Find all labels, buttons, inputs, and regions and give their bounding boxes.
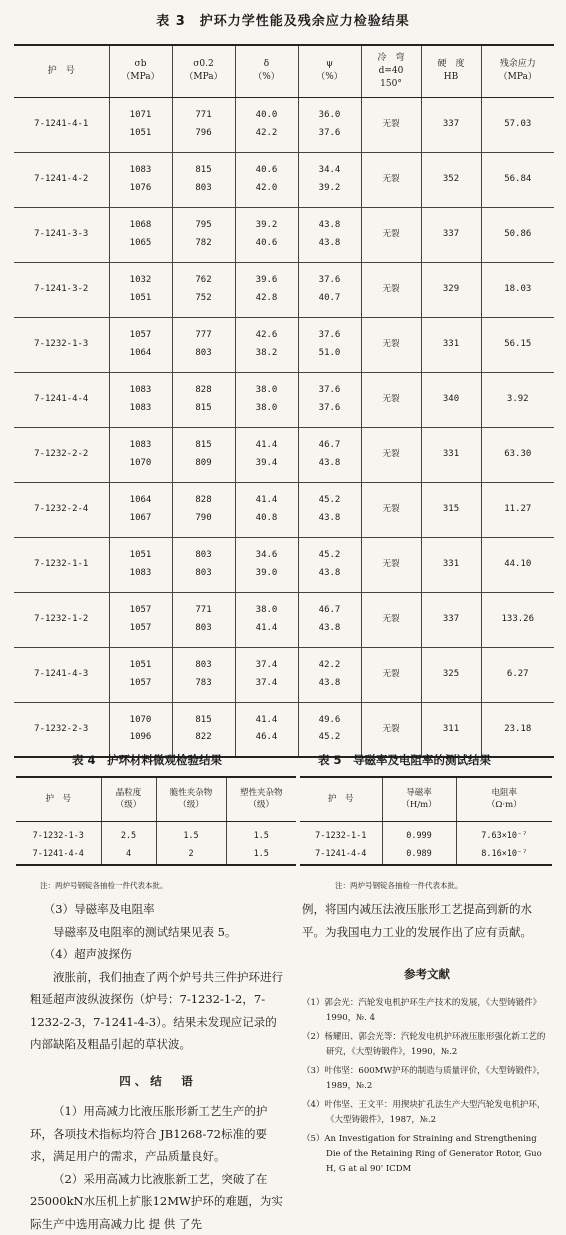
table3-value: 37.6 <box>299 327 361 344</box>
hardness-cell: 331 <box>421 537 481 592</box>
table3-value: 37.6 <box>299 125 361 142</box>
table4-row <box>16 821 296 843</box>
table3-value: 46.7 <box>299 437 361 454</box>
table3-value-cell <box>109 592 172 647</box>
table3-value-cell <box>172 152 235 207</box>
table3-value: 828 <box>173 492 235 509</box>
table3-value: 762 <box>173 272 235 289</box>
table3-value-cell <box>109 702 172 757</box>
cold-bend-cell: 无裂 <box>361 427 421 482</box>
table3-value: 42.2 <box>299 657 361 674</box>
table4-row <box>16 843 296 865</box>
table5-cell: 7-1232-1-1 <box>300 821 382 843</box>
table3-row <box>14 152 554 207</box>
specimen-id-cell: 7-1241-4-1 <box>14 97 109 152</box>
table3-value: 796 <box>173 125 235 142</box>
table3-value: 815 <box>173 712 235 729</box>
table4-cell: 2.5 <box>101 821 156 843</box>
table3-header-cell: ψ （%） <box>298 45 361 97</box>
table3-title: 表 3 护环力学性能及残余应力检验结果 <box>0 10 566 29</box>
reference-item: （1）郭会光：汽轮发电机护环生产技术的发展，《大型铸锻件》1990，№. 4 <box>302 996 552 1026</box>
table3-value-cell <box>235 482 298 537</box>
specimen-id-cell: 7-1232-2-3 <box>14 702 109 757</box>
table3-value-cell <box>235 702 298 757</box>
conclusion-heading: 四、结 语 <box>30 1070 286 1093</box>
table3-value: 1032 <box>110 272 172 289</box>
table3-value: 815 <box>173 162 235 179</box>
table3-value: 1083 <box>110 162 172 179</box>
table3-header-cell: δ （%） <box>235 45 298 97</box>
specimen-id-cell: 7-1232-1-3 <box>14 317 109 372</box>
hardness-cell: 331 <box>421 317 481 372</box>
table3-value-cell <box>109 372 172 427</box>
table3-value: 39.2 <box>236 217 298 234</box>
para-text-1: 导磁率及电阻率的测试结果见表 5。 <box>30 921 286 944</box>
table3-value-cell <box>298 482 361 537</box>
para-section-3: （3）导磁率及电阻率 <box>30 898 286 921</box>
table3-value: 771 <box>173 107 235 124</box>
table3-value: 41.4 <box>236 620 298 637</box>
table3-value: 46.4 <box>236 729 298 746</box>
residual-stress-cell: 44.10 <box>481 537 554 592</box>
table3-value: 803 <box>173 547 235 564</box>
specimen-id-cell: 7-1241-3-2 <box>14 262 109 317</box>
table3-value: 1076 <box>110 180 172 197</box>
table3-value: 41.4 <box>236 437 298 454</box>
table3-value: 39.2 <box>299 180 361 197</box>
table3-value-cell <box>172 262 235 317</box>
reference-item: （3）叶伟坚：600MW护环的制造与质量评价，《大型铸锻件》，1989，№.2 <box>302 1064 552 1094</box>
table3-value: 752 <box>173 290 235 307</box>
table3-value: 803 <box>173 345 235 362</box>
table4-note: 注：两炉号钢锭各抽检一件代表本批。 <box>40 880 168 891</box>
table3-value-cell <box>235 317 298 372</box>
table3-value-cell <box>298 317 361 372</box>
table5-note: 注：两炉号钢锭各抽检一件代表本批。 <box>335 880 463 891</box>
table3-value: 49.6 <box>299 712 361 729</box>
table3-value: 41.4 <box>236 712 298 729</box>
table3-value: 43.8 <box>299 620 361 637</box>
table3-value-cell <box>172 317 235 372</box>
table4-header-cell: 塑性夹杂物 （级） <box>226 777 296 821</box>
table3-value: 40.6 <box>236 162 298 179</box>
table3-value: 1051 <box>110 547 172 564</box>
cold-bend-cell: 无裂 <box>361 207 421 262</box>
hardness-cell: 331 <box>421 427 481 482</box>
table3-value-cell <box>298 207 361 262</box>
table3-value-cell <box>109 482 172 537</box>
residual-stress-cell: 57.03 <box>481 97 554 152</box>
table3-value-cell <box>172 372 235 427</box>
table3-value-cell <box>109 317 172 372</box>
cold-bend-cell: 无裂 <box>361 152 421 207</box>
table3-value: 40.6 <box>236 235 298 252</box>
hardness-cell: 352 <box>421 152 481 207</box>
table3-value-cell <box>172 427 235 482</box>
table3-value: 790 <box>173 510 235 527</box>
specimen-id-cell: 7-1232-1-2 <box>14 592 109 647</box>
hardness-cell: 337 <box>421 207 481 262</box>
table3-value: 34.6 <box>236 547 298 564</box>
residual-stress-cell: 63.30 <box>481 427 554 482</box>
table3-value-cell <box>298 702 361 757</box>
table4-cell: 1.5 <box>156 821 226 843</box>
hardness-cell: 315 <box>421 482 481 537</box>
table3-value-cell <box>298 592 361 647</box>
table3-value: 43.8 <box>299 235 361 252</box>
table3-value: 1057 <box>110 602 172 619</box>
table3-row <box>14 372 554 427</box>
table3-value-cell <box>172 207 235 262</box>
para-section-4: （4）超声波探伤 <box>30 943 286 966</box>
hardness-cell: 311 <box>421 702 481 757</box>
table3-value: 40.7 <box>299 290 361 307</box>
table3-header-row <box>14 45 554 97</box>
table3-value: 1057 <box>110 675 172 692</box>
table3-value-cell <box>109 427 172 482</box>
table3-value: 809 <box>173 455 235 472</box>
table3-header-cell: σ0.2 （MPa） <box>172 45 235 97</box>
table4-header-cell: 脆性夹杂物 （级） <box>156 777 226 821</box>
table3-header-cell: 冷 弯 d=40 150° <box>361 45 421 97</box>
table5-cell: 0.989 <box>382 843 456 865</box>
table3-value-cell <box>298 262 361 317</box>
residual-stress-cell: 6.27 <box>481 647 554 702</box>
reference-item: （5）An Investigation for Straining and Strengthening Die of the Retaining Ring of Generator Rotor, Guo H, G at al 90' ICDM <box>302 1132 552 1177</box>
residual-stress-cell: 56.15 <box>481 317 554 372</box>
table3-row <box>14 97 554 152</box>
specimen-id-cell: 7-1241-4-2 <box>14 152 109 207</box>
table3-value-cell <box>235 372 298 427</box>
table3-value: 41.4 <box>236 492 298 509</box>
table3-value: 803 <box>173 180 235 197</box>
table4-cell: 7-1241-4-4 <box>16 843 101 865</box>
table5-cell: 7-1241-4-4 <box>300 843 382 865</box>
table3-value: 37.6 <box>299 382 361 399</box>
table3-value: 43.8 <box>299 455 361 472</box>
table3-value-cell <box>109 537 172 592</box>
para-conclusion-1: （1）用高减力比液压胀形新工艺生产的护环，各项技术指标均符合 JB1268-72标准的要求，满足用户的需求，产品质量良好。 <box>30 1100 286 1168</box>
table4-cell: 1.5 <box>226 843 296 865</box>
table3-value: 38.0 <box>236 602 298 619</box>
table3-value: 37.6 <box>299 272 361 289</box>
table3-value: 43.8 <box>299 510 361 527</box>
table3-value-cell <box>235 427 298 482</box>
table3-value: 1064 <box>110 345 172 362</box>
cold-bend-cell: 无裂 <box>361 702 421 757</box>
table3-value-cell <box>235 592 298 647</box>
table3-value: 34.4 <box>299 162 361 179</box>
table3-header-cell: 护 号 <box>14 45 109 97</box>
table3-value: 1096 <box>110 729 172 746</box>
left-column <box>30 898 286 1235</box>
cold-bend-cell: 无裂 <box>361 537 421 592</box>
table3-value: 37.6 <box>299 400 361 417</box>
reference-item: （4）叶伟坚、王文平：用揳块扩孔法生产大型汽轮发电机护环，《大型铸锻件》，1987，№.2 <box>302 1098 552 1128</box>
table3-value: 1083 <box>110 565 172 582</box>
table3-value-cell <box>109 262 172 317</box>
table5 <box>300 776 552 866</box>
table4-cell: 1.5 <box>226 821 296 843</box>
table5-cell: 0.999 <box>382 821 456 843</box>
table3-row <box>14 317 554 372</box>
table3-value-cell <box>298 647 361 702</box>
table3-value: 803 <box>173 565 235 582</box>
right-column <box>302 898 552 1181</box>
table3-value: 1068 <box>110 217 172 234</box>
table3-value: 777 <box>173 327 235 344</box>
table3-value-cell <box>235 152 298 207</box>
table3-value-cell <box>235 537 298 592</box>
table3-value: 828 <box>173 382 235 399</box>
cold-bend-cell: 无裂 <box>361 592 421 647</box>
table3-value-cell <box>298 537 361 592</box>
table3-value: 37.4 <box>236 675 298 692</box>
table3-value: 1083 <box>110 400 172 417</box>
specimen-id-cell: 7-1232-2-2 <box>14 427 109 482</box>
specimen-id-cell: 7-1232-2-4 <box>14 482 109 537</box>
cold-bend-cell: 无裂 <box>361 647 421 702</box>
table3-value-cell <box>172 482 235 537</box>
residual-stress-cell: 50.86 <box>481 207 554 262</box>
table3-value-cell <box>109 647 172 702</box>
table3-value: 45.2 <box>299 729 361 746</box>
table3-value: 39.6 <box>236 272 298 289</box>
cold-bend-cell: 无裂 <box>361 482 421 537</box>
table3-value: 1070 <box>110 712 172 729</box>
table3-value: 37.4 <box>236 657 298 674</box>
table3-value: 803 <box>173 657 235 674</box>
table3-value: 45.2 <box>299 492 361 509</box>
table3-header-cell: 残余应力 （MPa） <box>481 45 554 97</box>
table5-row <box>300 821 552 843</box>
table5-row <box>300 843 552 865</box>
residual-stress-cell: 18.03 <box>481 262 554 317</box>
table3-value: 42.2 <box>236 125 298 142</box>
table3-value: 42.0 <box>236 180 298 197</box>
table3-value-cell <box>172 592 235 647</box>
table3-value: 803 <box>173 620 235 637</box>
table3-value: 1071 <box>110 107 172 124</box>
table3-value: 1065 <box>110 235 172 252</box>
table3-value-cell <box>298 427 361 482</box>
residual-stress-cell: 56.84 <box>481 152 554 207</box>
table3-value: 1057 <box>110 620 172 637</box>
cold-bend-cell: 无裂 <box>361 97 421 152</box>
table5-cell: 7.63×10⁻⁷ <box>456 821 552 843</box>
table4-cell: 7-1232-1-3 <box>16 821 101 843</box>
residual-stress-cell: 133.26 <box>481 592 554 647</box>
table3-value: 36.0 <box>299 107 361 124</box>
table5-header-cell: 护 号 <box>300 777 382 821</box>
table3-value: 1083 <box>110 437 172 454</box>
table3-value-cell <box>109 152 172 207</box>
table3-value: 1051 <box>110 125 172 142</box>
para-text-2: 液胀前，我们抽查了两个炉号共三件护环进行粗延超声波纵波探伤（炉号：7-1232-1-2，7-1232-2-3，7-1241-4-3）。结果未发现应记录的内部缺陷及粗晶引起的草状波。 <box>30 966 286 1056</box>
table3-value: 1083 <box>110 382 172 399</box>
table3-value: 1070 <box>110 455 172 472</box>
table3-value: 822 <box>173 729 235 746</box>
table3-value: 1067 <box>110 510 172 527</box>
table3-row <box>14 702 554 757</box>
reference-item: （2）杨耀田、郭会光等：汽轮发电机护环液压胀形强化新工艺的研究，《大型铸锻件》，1990，№.2 <box>302 1030 552 1060</box>
table3-value-cell <box>172 537 235 592</box>
table3-value-cell <box>235 647 298 702</box>
table4-cell: 2 <box>156 843 226 865</box>
table3-value-cell <box>298 372 361 427</box>
table3-row <box>14 262 554 317</box>
table4-header-cell: 护 号 <box>16 777 101 821</box>
cold-bend-cell: 无裂 <box>361 317 421 372</box>
table3-value-cell <box>109 207 172 262</box>
table4-header-cell: 晶粒度 （级） <box>101 777 156 821</box>
table4 <box>16 776 296 866</box>
hardness-cell: 340 <box>421 372 481 427</box>
table3-value: 783 <box>173 675 235 692</box>
table5-header-cell: 导磁率 （H/m） <box>382 777 456 821</box>
hardness-cell: 329 <box>421 262 481 317</box>
table3-value: 1051 <box>110 290 172 307</box>
table3-row <box>14 592 554 647</box>
residual-stress-cell: 3.92 <box>481 372 554 427</box>
table3-value: 46.7 <box>299 602 361 619</box>
table3-value: 1057 <box>110 327 172 344</box>
references-heading: 参考文献 <box>302 963 552 986</box>
table3-row <box>14 207 554 262</box>
para-continuation: 例，将国内减压法液压胀形工艺提高到新的水平。为我国电力工业的发展作出了应有贡献。 <box>302 898 552 943</box>
table3-value: 39.0 <box>236 565 298 582</box>
table3-value: 42.6 <box>236 327 298 344</box>
table3-value: 38.0 <box>236 382 298 399</box>
hardness-cell: 325 <box>421 647 481 702</box>
table3-row <box>14 427 554 482</box>
table3-value: 42.8 <box>236 290 298 307</box>
table3-value-cell <box>172 97 235 152</box>
cold-bend-cell: 无裂 <box>361 372 421 427</box>
table5-cell: 8.16×10⁻⁷ <box>456 843 552 865</box>
table5-header-cell: 电阻率 （Ω·m） <box>456 777 552 821</box>
table3-row <box>14 537 554 592</box>
table3-value: 43.8 <box>299 217 361 234</box>
specimen-id-cell: 7-1232-1-1 <box>14 537 109 592</box>
references-list <box>302 996 552 1177</box>
table3-value: 51.0 <box>299 345 361 362</box>
table3-value: 39.4 <box>236 455 298 472</box>
table3-value: 38.0 <box>236 400 298 417</box>
table3-value: 771 <box>173 602 235 619</box>
table3-header-cell: σb （MPa） <box>109 45 172 97</box>
hardness-cell: 337 <box>421 97 481 152</box>
cold-bend-cell: 无裂 <box>361 262 421 317</box>
table3-value-cell <box>298 152 361 207</box>
specimen-id-cell: 7-1241-3-3 <box>14 207 109 262</box>
table3-value: 40.0 <box>236 107 298 124</box>
hardness-cell: 337 <box>421 592 481 647</box>
residual-stress-cell: 11.27 <box>481 482 554 537</box>
table3-value-cell <box>109 97 172 152</box>
table3-value-cell <box>298 97 361 152</box>
residual-stress-cell: 23.18 <box>481 702 554 757</box>
table5-title: 表 5 导磁率及电阻率的测试结果 <box>318 752 491 768</box>
table3-value: 45.2 <box>299 547 361 564</box>
table3-row <box>14 482 554 537</box>
table3-value: 40.8 <box>236 510 298 527</box>
specimen-id-cell: 7-1241-4-3 <box>14 647 109 702</box>
table3-value: 43.8 <box>299 675 361 692</box>
table3-value: 795 <box>173 217 235 234</box>
table3-value: 43.8 <box>299 565 361 582</box>
table3-value: 815 <box>173 437 235 454</box>
table3-value: 38.2 <box>236 345 298 362</box>
table3-value-cell <box>235 97 298 152</box>
para-conclusion-2: （2）采用高减力比液胀新工艺，突破了在25000kN水压机上扩胀12MW护环的难题，为实际生产中选用高减力比 提 供 了先 <box>30 1168 286 1235</box>
table3-value: 782 <box>173 235 235 252</box>
table3-value-cell <box>235 207 298 262</box>
table3-value-cell <box>172 647 235 702</box>
table3-value: 1051 <box>110 657 172 674</box>
table4-cell: 4 <box>101 843 156 865</box>
table3-row <box>14 647 554 702</box>
table3-value: 1064 <box>110 492 172 509</box>
specimen-id-cell: 7-1241-4-4 <box>14 372 109 427</box>
table4-title: 表 4 护环材料微观检验结果 <box>72 752 222 768</box>
table3-header-cell: 硬 度 HB <box>421 45 481 97</box>
table3 <box>14 44 554 758</box>
table3-value-cell <box>235 262 298 317</box>
table3-value: 815 <box>173 400 235 417</box>
table3-value-cell <box>172 702 235 757</box>
